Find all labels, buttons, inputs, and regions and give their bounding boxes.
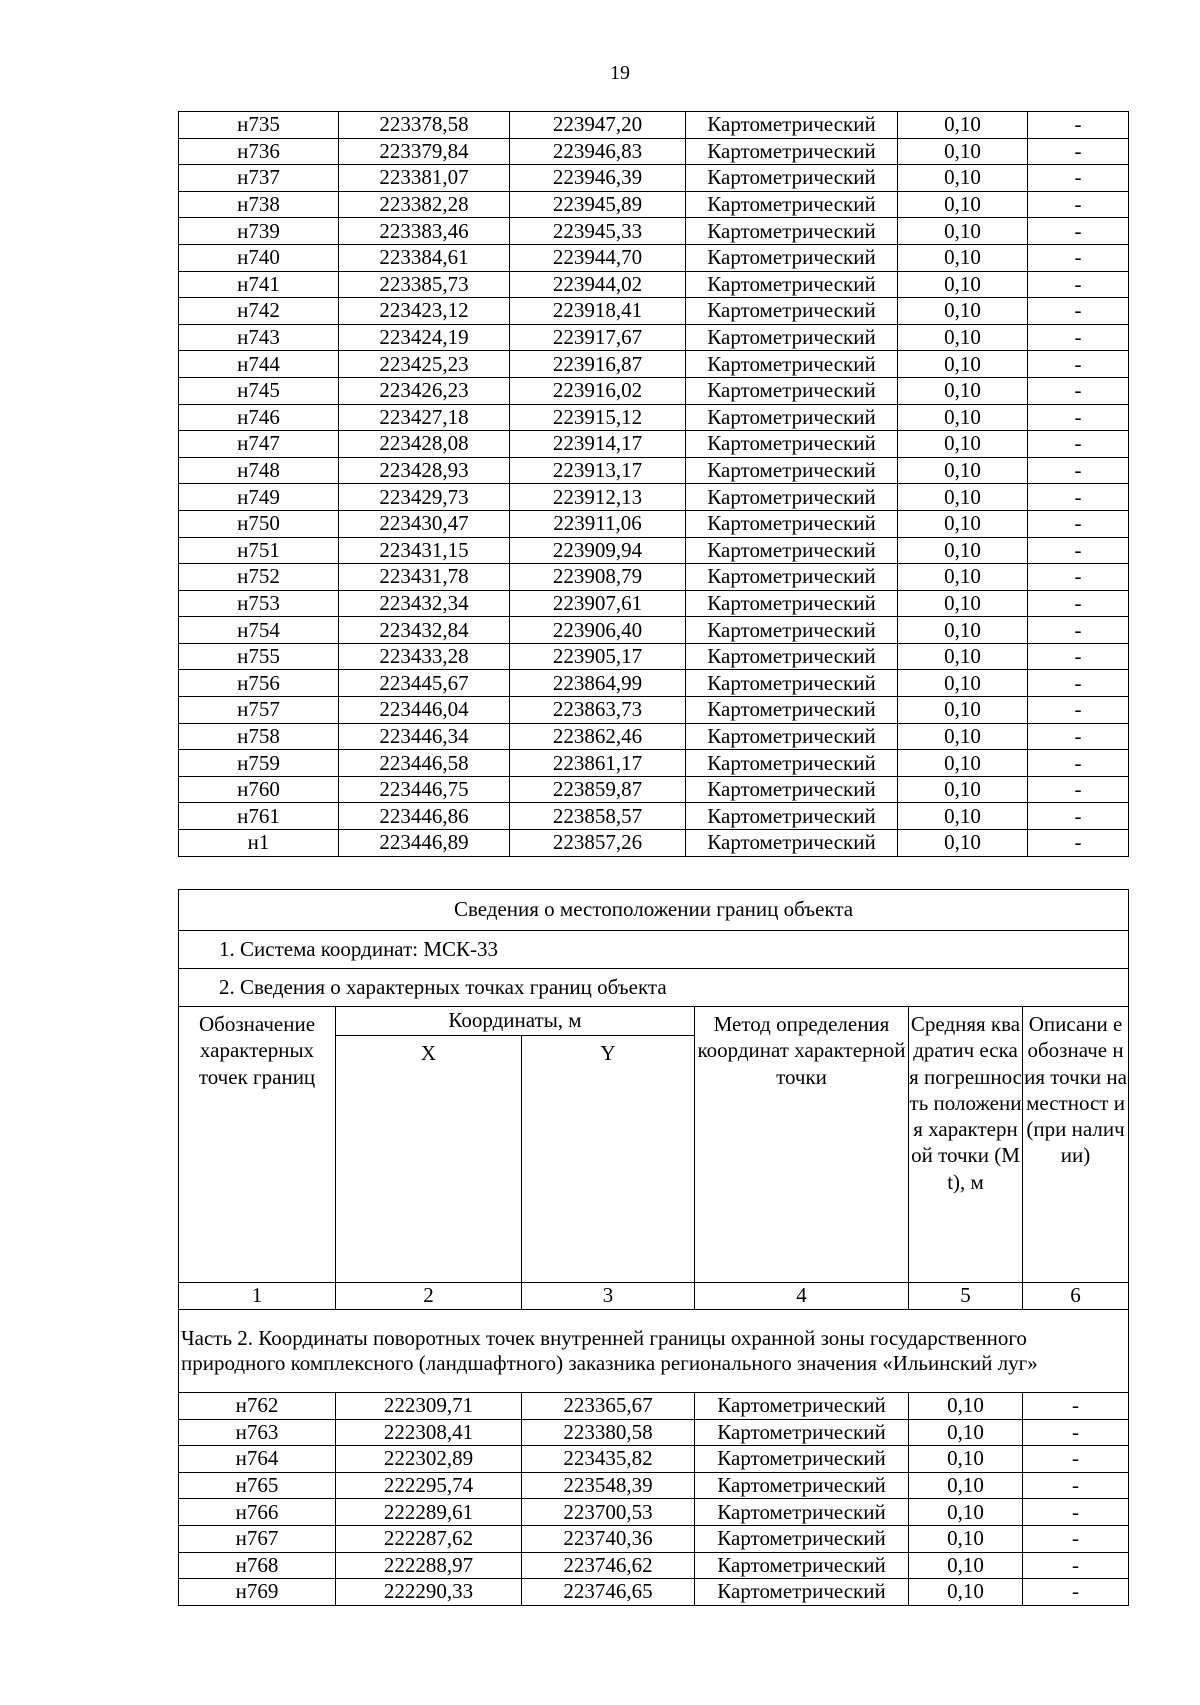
method-cell: Картометрический xyxy=(686,218,898,245)
error-cell: 0,10 xyxy=(898,431,1028,458)
error-cell: 0,10 xyxy=(898,590,1028,617)
part-heading: Часть 2. Координаты поворотных точек внутренней границы охранной зоны государственного природного комплексного (ландшафтного) заказника регионального значения «Ильинский луг» xyxy=(179,1310,1129,1393)
x-coord-cell: 223425,23 xyxy=(339,351,510,378)
header-description: Описани е обозначе ния точки на местност и (при наличии) xyxy=(1023,1007,1129,1283)
y-coord-cell: 223861,17 xyxy=(510,750,686,777)
description-cell: - xyxy=(1023,1525,1129,1552)
method-cell: Картометрический xyxy=(686,112,898,139)
header-method: Метод определения координат характерной точки xyxy=(695,1007,909,1283)
error-cell: 0,10 xyxy=(909,1446,1023,1473)
y-coord-cell: 223548,39 xyxy=(522,1472,695,1499)
point-id-cell: н749 xyxy=(179,484,339,511)
description-cell: - xyxy=(1028,830,1129,857)
y-coord-cell: 223863,73 xyxy=(510,697,686,724)
y-coord-cell: 223913,17 xyxy=(510,457,686,484)
part2-table-body xyxy=(179,1393,1129,1606)
method-cell: Картометрический xyxy=(686,324,898,351)
y-coord-cell: 223862,46 xyxy=(510,723,686,750)
y-coord-cell: 223859,87 xyxy=(510,776,686,803)
y-coord-cell: 223946,39 xyxy=(510,165,686,192)
x-coord-cell: 222290,33 xyxy=(336,1579,522,1606)
point-id-cell: н740 xyxy=(179,244,339,271)
description-cell: - xyxy=(1023,1579,1129,1606)
y-coord-cell: 223858,57 xyxy=(510,803,686,830)
x-coord-cell: 222308,41 xyxy=(336,1419,522,1446)
page-number: 19 xyxy=(610,62,630,84)
method-cell: Картометрический xyxy=(686,670,898,697)
point-id-cell: н1 xyxy=(179,830,339,857)
point-id-cell: н755 xyxy=(179,643,339,670)
error-cell: 0,10 xyxy=(898,377,1028,404)
point-id-cell: н743 xyxy=(179,324,339,351)
table-row xyxy=(179,324,1129,351)
method-cell: Картометрический xyxy=(695,1499,909,1526)
point-id-cell: н739 xyxy=(179,218,339,245)
header-designation: Обозначение характерных точек границ xyxy=(179,1007,336,1283)
point-id-cell: н760 xyxy=(179,776,339,803)
error-cell: 0,10 xyxy=(898,244,1028,271)
column-numbers-row xyxy=(179,1283,1129,1310)
error-cell: 0,10 xyxy=(898,404,1028,431)
x-coord-cell: 223428,93 xyxy=(339,457,510,484)
method-cell: Картометрический xyxy=(695,1446,909,1473)
x-coord-cell: 222295,74 xyxy=(336,1472,522,1499)
x-coord-cell: 223428,08 xyxy=(339,431,510,458)
y-coord-cell: 223946,83 xyxy=(510,138,686,165)
point-id-cell: н736 xyxy=(179,138,339,165)
coordinates-table-continued xyxy=(178,111,1129,857)
point-id-cell: н757 xyxy=(179,697,339,724)
table-row xyxy=(179,218,1129,245)
description-cell: - xyxy=(1023,1419,1129,1446)
y-coord-cell: 223864,99 xyxy=(510,670,686,697)
y-coord-cell: 223944,02 xyxy=(510,271,686,298)
description-cell: - xyxy=(1028,112,1129,139)
point-id-cell: н769 xyxy=(179,1579,336,1606)
method-cell: Картометрический xyxy=(686,138,898,165)
y-coord-cell: 223909,94 xyxy=(510,537,686,564)
x-coord-cell: 223446,75 xyxy=(339,776,510,803)
description-cell: - xyxy=(1028,165,1129,192)
x-coord-cell: 223424,19 xyxy=(339,324,510,351)
x-coord-cell: 222288,97 xyxy=(336,1552,522,1579)
table-row xyxy=(179,112,1129,139)
column-number: 5 xyxy=(909,1283,1023,1310)
x-coord-cell: 223381,07 xyxy=(339,165,510,192)
x-coord-cell: 223430,47 xyxy=(339,510,510,537)
method-cell: Картометрический xyxy=(686,351,898,378)
method-cell: Картометрический xyxy=(686,590,898,617)
point-id-cell: н752 xyxy=(179,564,339,591)
coord-system-label: 1. Система координат: МСК-33 xyxy=(179,931,1129,969)
method-cell: Картометрический xyxy=(695,1472,909,1499)
description-cell: - xyxy=(1028,324,1129,351)
table-row xyxy=(179,617,1129,644)
description-cell: - xyxy=(1028,617,1129,644)
description-cell: - xyxy=(1023,1446,1129,1473)
table-row xyxy=(179,697,1129,724)
error-cell: 0,10 xyxy=(898,776,1028,803)
x-coord-cell: 223426,23 xyxy=(339,377,510,404)
coordinates-table-body xyxy=(179,112,1129,857)
x-coord-cell: 223378,58 xyxy=(339,112,510,139)
y-coord-cell: 223435,82 xyxy=(522,1446,695,1473)
error-cell: 0,10 xyxy=(898,617,1028,644)
point-id-cell: н756 xyxy=(179,670,339,697)
method-cell: Картометрический xyxy=(686,377,898,404)
x-coord-cell: 223427,18 xyxy=(339,404,510,431)
table-row xyxy=(179,271,1129,298)
description-cell: - xyxy=(1028,750,1129,777)
x-coord-cell: 223446,58 xyxy=(339,750,510,777)
table-row xyxy=(179,1552,1129,1579)
description-cell: - xyxy=(1023,1499,1129,1526)
column-number: 4 xyxy=(695,1283,909,1310)
error-cell: 0,10 xyxy=(909,1499,1023,1526)
method-cell: Картометрический xyxy=(686,244,898,271)
method-cell: Картометрический xyxy=(686,457,898,484)
header-y: Y xyxy=(522,1036,695,1283)
x-coord-cell: 223429,73 xyxy=(339,484,510,511)
method-cell: Картометрический xyxy=(686,431,898,458)
description-cell: - xyxy=(1028,564,1129,591)
description-cell: - xyxy=(1028,271,1129,298)
error-cell: 0,10 xyxy=(898,218,1028,245)
method-cell: Картометрический xyxy=(695,1579,909,1606)
point-id-cell: н735 xyxy=(179,112,339,139)
point-id-cell: н748 xyxy=(179,457,339,484)
y-coord-cell: 223857,26 xyxy=(510,830,686,857)
y-coord-cell: 223945,89 xyxy=(510,191,686,218)
method-cell: Картометрический xyxy=(695,1552,909,1579)
x-coord-cell: 223446,04 xyxy=(339,697,510,724)
point-id-cell: н737 xyxy=(179,165,339,192)
method-cell: Картометрический xyxy=(686,697,898,724)
table-row xyxy=(179,191,1129,218)
error-cell: 0,10 xyxy=(898,138,1028,165)
method-cell: Картометрический xyxy=(695,1525,909,1552)
error-cell: 0,10 xyxy=(898,457,1028,484)
point-id-cell: н753 xyxy=(179,590,339,617)
y-coord-cell: 223905,17 xyxy=(510,643,686,670)
x-coord-cell: 223382,28 xyxy=(339,191,510,218)
table-row xyxy=(179,484,1129,511)
point-id-cell: н751 xyxy=(179,537,339,564)
table-row xyxy=(179,510,1129,537)
header-coords: Координаты, м xyxy=(336,1007,695,1036)
description-cell: - xyxy=(1028,484,1129,511)
table-row xyxy=(179,564,1129,591)
boundary-info-table xyxy=(178,889,1129,1606)
point-id-cell: н761 xyxy=(179,803,339,830)
description-cell: - xyxy=(1028,377,1129,404)
table-row xyxy=(179,1393,1129,1420)
table-row xyxy=(179,643,1129,670)
point-id-cell: н750 xyxy=(179,510,339,537)
error-cell: 0,10 xyxy=(898,537,1028,564)
point-id-cell: н767 xyxy=(179,1525,336,1552)
method-cell: Картометрический xyxy=(686,750,898,777)
table-row xyxy=(179,298,1129,325)
method-cell: Картометрический xyxy=(686,617,898,644)
method-cell: Картометрический xyxy=(686,723,898,750)
description-cell: - xyxy=(1028,404,1129,431)
x-coord-cell: 223385,73 xyxy=(339,271,510,298)
x-coord-cell: 223431,78 xyxy=(339,564,510,591)
y-coord-cell: 223916,02 xyxy=(510,377,686,404)
error-cell: 0,10 xyxy=(898,510,1028,537)
method-cell: Картометрический xyxy=(686,830,898,857)
y-coord-cell: 223912,13 xyxy=(510,484,686,511)
section-title: Сведения о местоположении границ объекта xyxy=(179,890,1129,931)
point-id-cell: н768 xyxy=(179,1552,336,1579)
table-row xyxy=(179,1499,1129,1526)
y-coord-cell: 223746,65 xyxy=(522,1579,695,1606)
error-cell: 0,10 xyxy=(898,165,1028,192)
table-row xyxy=(179,1579,1129,1606)
y-coord-cell: 223911,06 xyxy=(510,510,686,537)
error-cell: 0,10 xyxy=(909,1419,1023,1446)
y-coord-cell: 223746,62 xyxy=(522,1552,695,1579)
point-id-cell: н741 xyxy=(179,271,339,298)
point-id-cell: н762 xyxy=(179,1393,336,1420)
error-cell: 0,10 xyxy=(909,1552,1023,1579)
method-cell: Картометрический xyxy=(686,803,898,830)
error-cell: 0,10 xyxy=(898,697,1028,724)
table-row xyxy=(179,1419,1129,1446)
table-row xyxy=(179,457,1129,484)
x-coord-cell: 222289,61 xyxy=(336,1499,522,1526)
method-cell: Картометрический xyxy=(686,643,898,670)
point-id-cell: н738 xyxy=(179,191,339,218)
y-coord-cell: 223918,41 xyxy=(510,298,686,325)
y-coord-cell: 223907,61 xyxy=(510,590,686,617)
description-cell: - xyxy=(1023,1552,1129,1579)
y-coord-cell: 223700,53 xyxy=(522,1499,695,1526)
method-cell: Картометрический xyxy=(695,1419,909,1446)
column-number: 2 xyxy=(336,1283,522,1310)
y-coord-cell: 223916,87 xyxy=(510,351,686,378)
y-coord-cell: 223944,70 xyxy=(510,244,686,271)
y-coord-cell: 223380,58 xyxy=(522,1419,695,1446)
table-row xyxy=(179,377,1129,404)
y-coord-cell: 223945,33 xyxy=(510,218,686,245)
x-coord-cell: 223446,86 xyxy=(339,803,510,830)
x-coord-cell: 223379,84 xyxy=(339,138,510,165)
y-coord-cell: 223365,67 xyxy=(522,1393,695,1420)
table-row xyxy=(179,830,1129,857)
error-cell: 0,10 xyxy=(898,564,1028,591)
x-coord-cell: 222287,62 xyxy=(336,1525,522,1552)
point-id-cell: н763 xyxy=(179,1419,336,1446)
error-cell: 0,10 xyxy=(898,191,1028,218)
x-coord-cell: 223384,61 xyxy=(339,244,510,271)
x-coord-cell: 223423,12 xyxy=(339,298,510,325)
point-id-cell: н758 xyxy=(179,723,339,750)
point-id-cell: н744 xyxy=(179,351,339,378)
error-cell: 0,10 xyxy=(898,750,1028,777)
x-coord-cell: 223431,15 xyxy=(339,537,510,564)
table-row xyxy=(179,165,1129,192)
table-row xyxy=(179,431,1129,458)
method-cell: Картометрический xyxy=(686,404,898,431)
description-cell: - xyxy=(1028,191,1129,218)
table-row xyxy=(179,803,1129,830)
error-cell: 0,10 xyxy=(909,1525,1023,1552)
y-coord-cell: 223908,79 xyxy=(510,564,686,591)
method-cell: Картометрический xyxy=(686,271,898,298)
method-cell: Картометрический xyxy=(686,776,898,803)
x-coord-cell: 223432,84 xyxy=(339,617,510,644)
method-cell: Картометрический xyxy=(686,298,898,325)
description-cell: - xyxy=(1028,138,1129,165)
method-cell: Картометрический xyxy=(686,564,898,591)
description-cell: - xyxy=(1028,457,1129,484)
points-heading: 2. Сведения о характерных точках границ объекта xyxy=(179,969,1129,1007)
description-cell: - xyxy=(1028,697,1129,724)
table-row xyxy=(179,590,1129,617)
description-cell: - xyxy=(1028,590,1129,617)
description-cell: - xyxy=(1028,537,1129,564)
error-cell: 0,10 xyxy=(898,803,1028,830)
error-cell: 0,10 xyxy=(898,484,1028,511)
description-cell: - xyxy=(1028,510,1129,537)
x-coord-cell: 223433,28 xyxy=(339,643,510,670)
y-coord-cell: 223906,40 xyxy=(510,617,686,644)
description-cell: - xyxy=(1028,218,1129,245)
column-number: 1 xyxy=(179,1283,336,1310)
point-id-cell: н759 xyxy=(179,750,339,777)
header-x: X xyxy=(336,1036,522,1283)
point-id-cell: н754 xyxy=(179,617,339,644)
point-id-cell: н742 xyxy=(179,298,339,325)
x-coord-cell: 223432,34 xyxy=(339,590,510,617)
method-cell: Картометрический xyxy=(686,537,898,564)
y-coord-cell: 223947,20 xyxy=(510,112,686,139)
table-row xyxy=(179,1525,1129,1552)
error-cell: 0,10 xyxy=(898,670,1028,697)
description-cell: - xyxy=(1028,803,1129,830)
point-id-cell: н745 xyxy=(179,377,339,404)
error-cell: 0,10 xyxy=(898,351,1028,378)
error-cell: 0,10 xyxy=(898,643,1028,670)
error-cell: 0,10 xyxy=(898,271,1028,298)
method-cell: Картометрический xyxy=(686,165,898,192)
table-row xyxy=(179,138,1129,165)
point-id-cell: н764 xyxy=(179,1446,336,1473)
error-cell: 0,10 xyxy=(898,298,1028,325)
method-cell: Картометрический xyxy=(695,1393,909,1420)
method-cell: Картометрический xyxy=(686,510,898,537)
error-cell: 0,10 xyxy=(909,1579,1023,1606)
description-cell: - xyxy=(1023,1472,1129,1499)
point-id-cell: н747 xyxy=(179,431,339,458)
description-cell: - xyxy=(1028,351,1129,378)
y-coord-cell: 223915,12 xyxy=(510,404,686,431)
table-row xyxy=(179,723,1129,750)
y-coord-cell: 223914,17 xyxy=(510,431,686,458)
table-row xyxy=(179,750,1129,777)
table-row xyxy=(179,1472,1129,1499)
error-cell: 0,10 xyxy=(909,1472,1023,1499)
table-row xyxy=(179,537,1129,564)
table-row xyxy=(179,670,1129,697)
method-cell: Картометрический xyxy=(686,484,898,511)
table-row xyxy=(179,404,1129,431)
description-cell: - xyxy=(1028,670,1129,697)
point-id-cell: н765 xyxy=(179,1472,336,1499)
error-cell: 0,10 xyxy=(898,112,1028,139)
x-coord-cell: 223383,46 xyxy=(339,218,510,245)
point-id-cell: н766 xyxy=(179,1499,336,1526)
y-coord-cell: 223740,36 xyxy=(522,1525,695,1552)
description-cell: - xyxy=(1028,776,1129,803)
description-cell: - xyxy=(1028,431,1129,458)
error-cell: 0,10 xyxy=(898,830,1028,857)
x-coord-cell: 223446,34 xyxy=(339,723,510,750)
y-coord-cell: 223917,67 xyxy=(510,324,686,351)
description-cell: - xyxy=(1028,643,1129,670)
method-cell: Картометрический xyxy=(686,191,898,218)
column-number: 6 xyxy=(1023,1283,1129,1310)
description-cell: - xyxy=(1028,244,1129,271)
error-cell: 0,10 xyxy=(909,1393,1023,1420)
x-coord-cell: 223445,67 xyxy=(339,670,510,697)
table-row xyxy=(179,776,1129,803)
x-coord-cell: 222309,71 xyxy=(336,1393,522,1420)
description-cell: - xyxy=(1028,298,1129,325)
header-error: Средняя квадратич еская погрешнос ть положени я характерн ой точки (Mt), м xyxy=(909,1007,1023,1283)
point-id-cell: н746 xyxy=(179,404,339,431)
description-cell: - xyxy=(1028,723,1129,750)
description-cell: - xyxy=(1023,1393,1129,1420)
table-row xyxy=(179,1446,1129,1473)
x-coord-cell: 222302,89 xyxy=(336,1446,522,1473)
error-cell: 0,10 xyxy=(898,723,1028,750)
column-number: 3 xyxy=(522,1283,695,1310)
table-row xyxy=(179,244,1129,271)
table-row xyxy=(179,351,1129,378)
error-cell: 0,10 xyxy=(898,324,1028,351)
x-coord-cell: 223446,89 xyxy=(339,830,510,857)
